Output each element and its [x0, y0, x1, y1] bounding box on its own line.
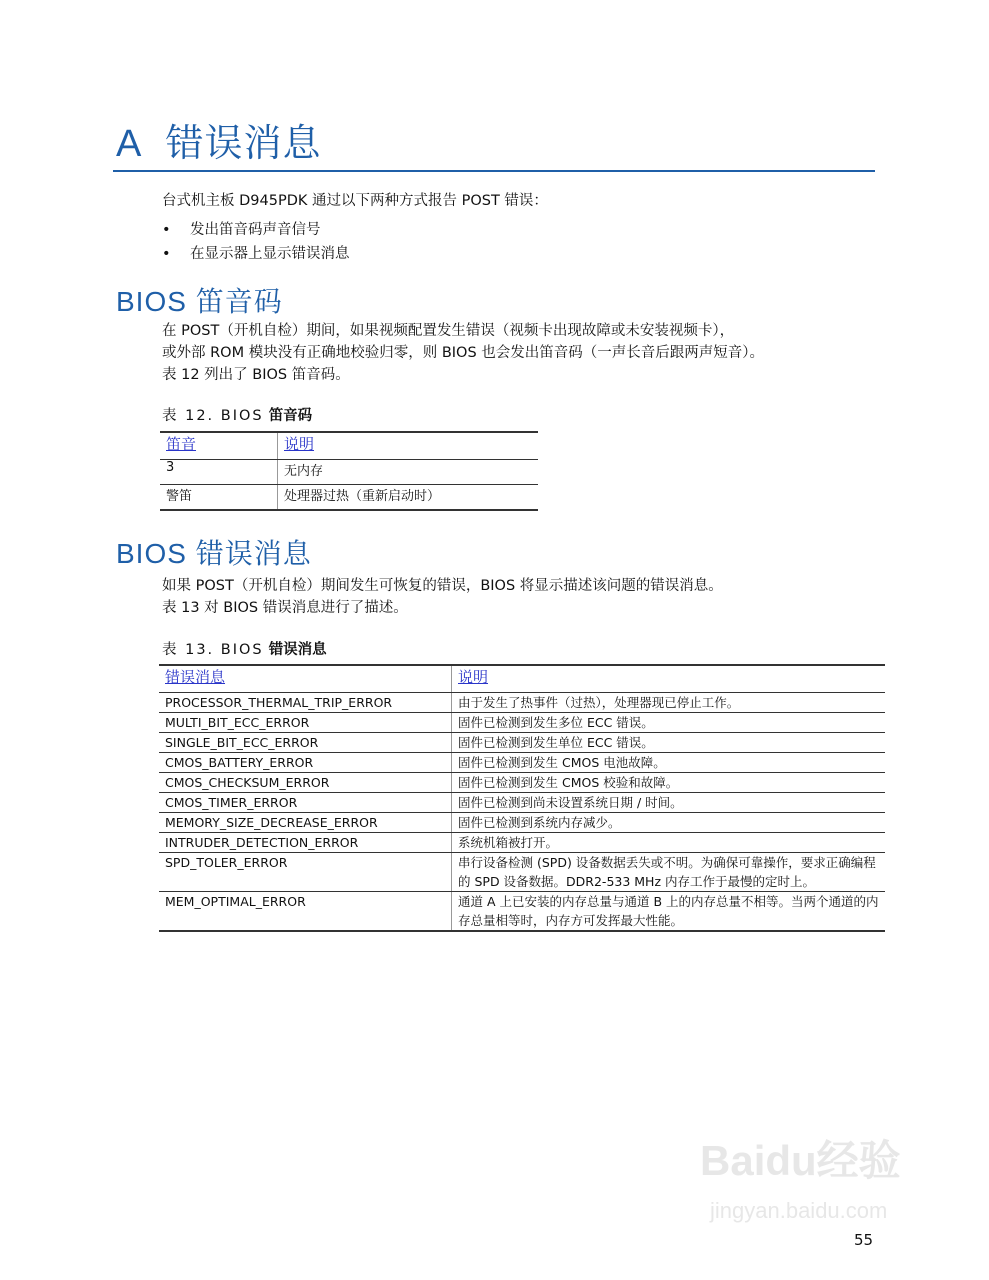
- chapter-title: [116, 112, 322, 167]
- table-row: [159, 833, 885, 853]
- bullet-text: 发出笛音码声音信号: [190, 222, 321, 238]
- table-row: [159, 793, 885, 813]
- error-description-cell: 固件已检测到发生多位 ECC 错误。: [452, 713, 886, 733]
- column-header: [278, 432, 539, 460]
- error-code-cell: INTRUDER_DETECTION_ERROR: [159, 833, 452, 853]
- caption-number: 表 12. BIOS: [162, 408, 264, 424]
- error-code-cell: PROCESSOR_THERMAL_TRIP_ERROR: [159, 693, 452, 713]
- table-row: [159, 853, 885, 892]
- error-code-cell: SINGLE_BIT_ECC_ERROR: [159, 733, 452, 753]
- error-code-cell: SPD_TOLER_ERROR: [159, 853, 452, 892]
- watermark-url: jingyan.baidu.com: [710, 1198, 888, 1223]
- cell: 警笛: [160, 485, 278, 511]
- intro-text: 台式机主板 D945PDK 通过以下两种方式报告 POST 错误：: [162, 193, 548, 209]
- column-header: [160, 432, 278, 460]
- header-link-error[interactable]: 错误消息: [165, 668, 226, 686]
- baidu-watermark: [700, 1128, 950, 1228]
- error-description-cell: 固件已检测到发生 CMOS 校验和故障。: [452, 773, 886, 793]
- para-line: 如果 POST（开机自检）期间发生可恢复的错误，BIOS 将显示描述该问题的错误消息。: [162, 578, 723, 594]
- table-header-row: [159, 665, 885, 693]
- beep-code-table: [160, 431, 538, 511]
- error-code-cell: MULTI_BIT_ECC_ERROR: [159, 713, 452, 733]
- error-description-cell: 通道 A 上已安装的内存总量与通道 B 上的内存总量不相等。当两个通道的内存总量相等时，内存方可发挥最大性能。: [452, 892, 886, 932]
- chapter-letter: A: [116, 123, 143, 165]
- error-description-cell: 系统机箱被打开。: [452, 833, 886, 853]
- table-row: [159, 753, 885, 773]
- chapter-divider: [113, 170, 875, 172]
- error-description-cell: 固件已检测到发生 CMOS 电池故障。: [452, 753, 886, 773]
- table-row: [159, 892, 885, 932]
- column-header: [159, 665, 452, 693]
- error-code-cell: CMOS_TIMER_ERROR: [159, 793, 452, 813]
- error-code-cell: CMOS_CHECKSUM_ERROR: [159, 773, 452, 793]
- error-code-cell: MEM_OPTIMAL_ERROR: [159, 892, 452, 932]
- table-row: [159, 813, 885, 833]
- para-line: 表 13 对 BIOS 错误消息进行了描述。: [162, 600, 408, 616]
- section-heading-beep-codes: BIOS 笛音码: [116, 286, 283, 317]
- error-description-cell: 固件已检测到发生单位 ECC 错误。: [452, 733, 886, 753]
- caption-text: 笛音码: [268, 408, 313, 424]
- para-line: 或外部 ROM 模块没有正确地校验归零，则 BIOS 也会发出笛音码（一声长音后跟两声短音）。: [162, 345, 765, 361]
- error-code-cell: CMOS_BATTERY_ERROR: [159, 753, 452, 773]
- table13-caption: [162, 638, 327, 659]
- para-line: 表 12 列出了 BIOS 笛音码。: [162, 367, 350, 383]
- error-description-cell: 固件已检测到系统内存减少。: [452, 813, 886, 833]
- error-message-table: [159, 664, 885, 932]
- header-link-desc[interactable]: 说明: [284, 435, 315, 453]
- table-row: [159, 693, 885, 713]
- chapter-name: 错误消息: [165, 123, 322, 165]
- error-description-cell: 串行设备检测 (SPD) 设备数据丢失或不明。为确保可靠操作，要求正确编程的 SPD 设备数据。DDR2-533 MHz 内存工作于最慢的定时上。: [452, 853, 886, 892]
- header-link-desc[interactable]: 说明: [458, 668, 489, 686]
- table-row: [159, 713, 885, 733]
- page-number: 55: [854, 1231, 874, 1249]
- table-row: [160, 460, 538, 485]
- section-heading-error-messages: BIOS 错误消息: [116, 538, 312, 569]
- table12-caption: [162, 404, 312, 425]
- error-description-cell: 固件已检测到尚未设置系统日期 / 时间。: [452, 793, 886, 813]
- error-description-cell: 由于发生了热事件（过热），处理器现已停止工作。: [452, 693, 886, 713]
- caption-number: 表 13. BIOS: [162, 642, 264, 658]
- caption-text: 错误消息: [268, 642, 327, 658]
- table-row: [159, 773, 885, 793]
- cell: 无内存: [278, 460, 539, 485]
- bullet-item: • 在显示器上显示错误消息: [162, 246, 350, 262]
- section1-paragraph: [162, 320, 764, 386]
- bullet-text: 在显示器上显示错误消息: [190, 246, 350, 262]
- cell: 3: [160, 460, 278, 485]
- watermark-logo: Baidu经验: [700, 1137, 901, 1184]
- table-header-row: [160, 432, 538, 460]
- column-header: [452, 665, 886, 693]
- table-row: [159, 733, 885, 753]
- para-line: 在 POST（开机自检）期间，如果视频配置发生错误（视频卡出现故障或未安装视频卡），: [162, 323, 735, 339]
- table-body: [159, 693, 885, 932]
- bullet-item: • 发出笛音码声音信号: [162, 222, 321, 238]
- section2-paragraph: [162, 575, 723, 619]
- header-link-beep[interactable]: 笛音: [166, 435, 197, 453]
- table-row: [160, 485, 538, 511]
- error-code-cell: MEMORY_SIZE_DECREASE_ERROR: [159, 813, 452, 833]
- cell: 处理器过热（重新启动时）: [278, 485, 539, 511]
